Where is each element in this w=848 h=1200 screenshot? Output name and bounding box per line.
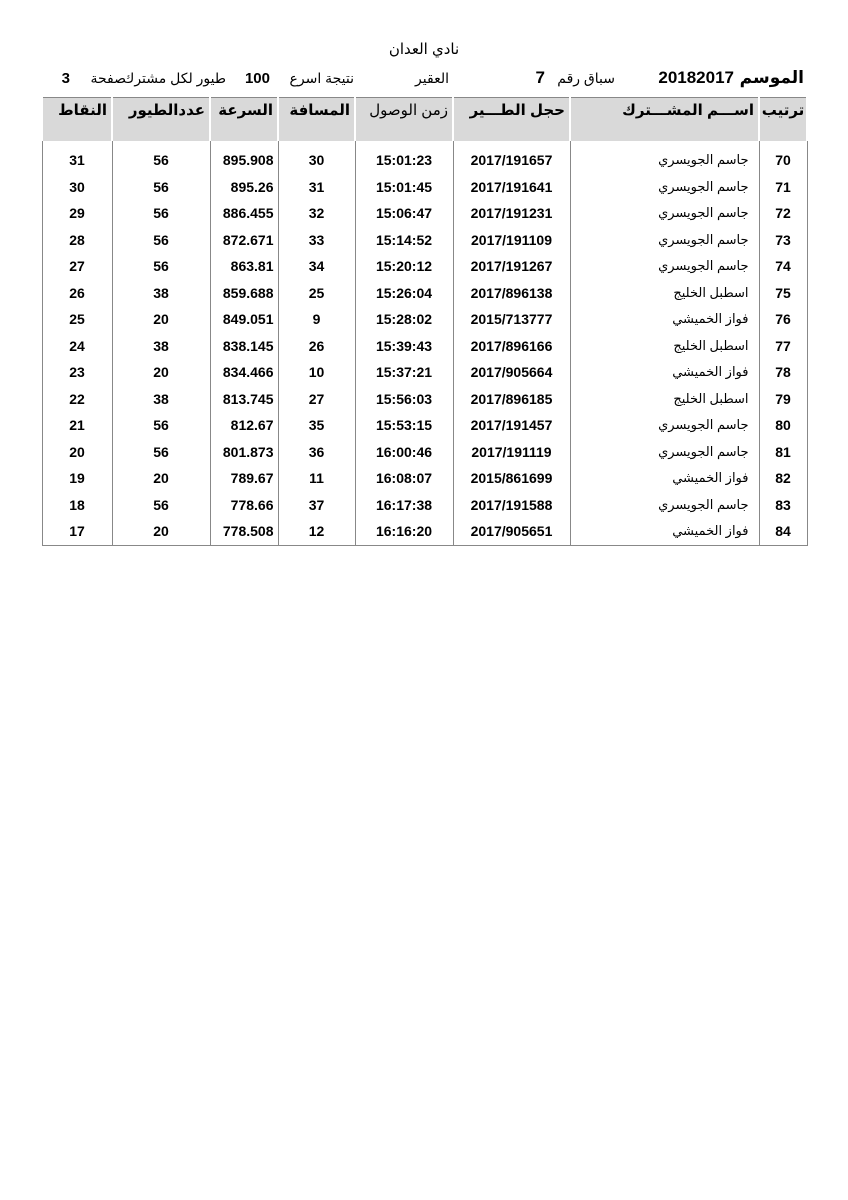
cell-arrival: 16:08:07 bbox=[355, 465, 453, 492]
cell-rank: 77 bbox=[759, 333, 807, 360]
cell-speed: 849.051 bbox=[210, 306, 278, 333]
cell-ring: 2017/191267 bbox=[453, 253, 570, 280]
cell-distance: 33 bbox=[278, 227, 355, 254]
cell-distance: 34 bbox=[278, 253, 355, 280]
cell-rank: 79 bbox=[759, 386, 807, 413]
cell-arrival: 16:16:20 bbox=[355, 518, 453, 545]
cell-participant: فواز الخميشي bbox=[570, 359, 759, 386]
cell-arrival: 15:56:03 bbox=[355, 386, 453, 413]
cell-rank: 70 bbox=[759, 147, 807, 174]
table-row bbox=[42, 359, 807, 386]
table-row bbox=[42, 147, 807, 174]
table-row bbox=[42, 280, 807, 307]
cell-ring: 2017/191109 bbox=[453, 227, 570, 254]
cell-participant: اسطبل الخليج bbox=[570, 333, 759, 360]
cell-speed: 801.873 bbox=[210, 439, 278, 466]
cell-ring: 2017/905664 bbox=[453, 359, 570, 386]
cell-speed: 812.67 bbox=[210, 412, 278, 439]
cell-ring: 2015/713777 bbox=[453, 306, 570, 333]
cell-participant: اسطبل الخليج bbox=[570, 386, 759, 413]
cell-birds: 56 bbox=[112, 253, 210, 280]
cell-participant: اسطبل الخليج bbox=[570, 280, 759, 307]
cell-points: 19 bbox=[42, 465, 112, 492]
col-points: النقاط bbox=[42, 98, 112, 142]
table-row bbox=[42, 439, 807, 466]
cell-birds: 20 bbox=[112, 518, 210, 545]
cell-speed: 838.145 bbox=[210, 333, 278, 360]
cell-participant: جاسم الجويسري bbox=[570, 439, 759, 466]
col-arrival: زمن الوصول bbox=[355, 98, 453, 142]
table-row bbox=[42, 412, 807, 439]
cell-participant: جاسم الجويسري bbox=[570, 253, 759, 280]
cell-speed: 813.745 bbox=[210, 386, 278, 413]
cell-speed: 886.455 bbox=[210, 200, 278, 227]
cell-ring: 2017/191657 bbox=[453, 147, 570, 174]
cell-points: 25 bbox=[42, 306, 112, 333]
cell-ring: 2017/191457 bbox=[453, 412, 570, 439]
table-row bbox=[42, 492, 807, 519]
cell-speed: 859.688 bbox=[210, 280, 278, 307]
cell-points: 26 bbox=[42, 280, 112, 307]
cell-participant: فواز الخميشي bbox=[570, 306, 759, 333]
table-row bbox=[42, 200, 807, 227]
race-location: العقير bbox=[415, 70, 449, 86]
cell-speed: 789.67 bbox=[210, 465, 278, 492]
table-row bbox=[42, 227, 807, 254]
cell-participant: فواز الخميشي bbox=[570, 518, 759, 545]
cell-arrival: 16:00:46 bbox=[355, 439, 453, 466]
cell-arrival: 15:01:45 bbox=[355, 174, 453, 201]
cell-points: 28 bbox=[42, 227, 112, 254]
cell-rank: 73 bbox=[759, 227, 807, 254]
cell-participant: جاسم الجويسري bbox=[570, 174, 759, 201]
table-row bbox=[42, 465, 807, 492]
cell-points: 21 bbox=[42, 412, 112, 439]
table-row bbox=[42, 253, 807, 280]
page-number: 3 bbox=[61, 70, 70, 87]
cell-ring: 2017/191119 bbox=[453, 439, 570, 466]
cell-points: 30 bbox=[42, 174, 112, 201]
table-row bbox=[42, 174, 807, 201]
cell-participant: جاسم الجويسري bbox=[570, 492, 759, 519]
cell-speed: 834.466 bbox=[210, 359, 278, 386]
cell-ring: 2017/896138 bbox=[453, 280, 570, 307]
cell-birds: 56 bbox=[112, 412, 210, 439]
col-birds: عددالطيور bbox=[112, 98, 210, 142]
cell-arrival: 15:14:52 bbox=[355, 227, 453, 254]
cell-ring: 2017/191588 bbox=[453, 492, 570, 519]
cell-speed: 863.81 bbox=[210, 253, 278, 280]
cell-participant: فواز الخميشي bbox=[570, 465, 759, 492]
cell-birds: 38 bbox=[112, 333, 210, 360]
season-label: الموسم bbox=[739, 68, 804, 87]
table-row bbox=[42, 306, 807, 333]
cell-birds: 20 bbox=[112, 359, 210, 386]
cell-ring: 2017/896166 bbox=[453, 333, 570, 360]
cell-birds: 56 bbox=[112, 147, 210, 174]
result-label: نتيجة اسرع bbox=[289, 70, 354, 86]
results-table bbox=[41, 97, 808, 546]
cell-birds: 38 bbox=[112, 280, 210, 307]
cell-rank: 76 bbox=[759, 306, 807, 333]
cell-distance: 10 bbox=[278, 359, 355, 386]
cell-arrival: 15:06:47 bbox=[355, 200, 453, 227]
cell-distance: 9 bbox=[278, 306, 355, 333]
cell-distance: 26 bbox=[278, 333, 355, 360]
cell-points: 31 bbox=[42, 147, 112, 174]
cell-points: 27 bbox=[42, 253, 112, 280]
table-row bbox=[42, 333, 807, 360]
cell-points: 22 bbox=[42, 386, 112, 413]
cell-participant: جاسم الجويسري bbox=[570, 147, 759, 174]
cell-distance: 32 bbox=[278, 200, 355, 227]
page-label: صفحة bbox=[90, 70, 126, 86]
cell-points: 17 bbox=[42, 518, 112, 545]
cell-rank: 74 bbox=[759, 253, 807, 280]
table-row bbox=[42, 518, 807, 545]
cell-distance: 30 bbox=[278, 147, 355, 174]
cell-speed: 778.66 bbox=[210, 492, 278, 519]
cell-birds: 56 bbox=[112, 227, 210, 254]
cell-speed: 778.508 bbox=[210, 518, 278, 545]
fastest-count: 100 bbox=[244, 70, 270, 87]
cell-ring: 2015/861699 bbox=[453, 465, 570, 492]
cell-participant: جاسم الجويسري bbox=[570, 227, 759, 254]
cell-ring: 2017/896185 bbox=[453, 386, 570, 413]
cell-rank: 82 bbox=[759, 465, 807, 492]
cell-birds: 56 bbox=[112, 200, 210, 227]
cell-birds: 56 bbox=[112, 439, 210, 466]
cell-points: 20 bbox=[42, 439, 112, 466]
col-speed: السرعة bbox=[210, 98, 278, 142]
cell-birds: 56 bbox=[112, 492, 210, 519]
col-distance: المسافة bbox=[278, 98, 355, 142]
col-participant: اســـم المشـــترك bbox=[570, 98, 759, 142]
cell-arrival: 15:20:12 bbox=[355, 253, 453, 280]
cell-birds: 20 bbox=[112, 465, 210, 492]
cell-birds: 20 bbox=[112, 306, 210, 333]
cell-ring: 2017/191641 bbox=[453, 174, 570, 201]
cell-birds: 56 bbox=[112, 174, 210, 201]
col-ring: حجل الطـــير bbox=[453, 98, 570, 142]
season-value: 20182017 bbox=[658, 68, 734, 87]
cell-rank: 72 bbox=[759, 200, 807, 227]
cell-arrival: 15:28:02 bbox=[355, 306, 453, 333]
table-header-row bbox=[42, 98, 807, 142]
cell-distance: 11 bbox=[278, 465, 355, 492]
cell-speed: 895.908 bbox=[210, 147, 278, 174]
cell-rank: 75 bbox=[759, 280, 807, 307]
cell-speed: 895.26 bbox=[210, 174, 278, 201]
race-number: 7 bbox=[535, 68, 545, 87]
cell-distance: 37 bbox=[278, 492, 355, 519]
cell-ring: 2017/191231 bbox=[453, 200, 570, 227]
cell-rank: 71 bbox=[759, 174, 807, 201]
cell-distance: 35 bbox=[278, 412, 355, 439]
cell-rank: 80 bbox=[759, 412, 807, 439]
table-row bbox=[42, 386, 807, 413]
cell-arrival: 15:26:04 bbox=[355, 280, 453, 307]
cell-rank: 78 bbox=[759, 359, 807, 386]
race-label: سباق رقم bbox=[557, 70, 615, 86]
cell-points: 29 bbox=[42, 200, 112, 227]
cell-rank: 84 bbox=[759, 518, 807, 545]
cell-birds: 38 bbox=[112, 386, 210, 413]
cell-arrival: 15:01:23 bbox=[355, 147, 453, 174]
cell-participant: جاسم الجويسري bbox=[570, 200, 759, 227]
cell-ring: 2017/905651 bbox=[453, 518, 570, 545]
cell-distance: 27 bbox=[278, 386, 355, 413]
cell-distance: 12 bbox=[278, 518, 355, 545]
cell-distance: 31 bbox=[278, 174, 355, 201]
col-rank: ترتيب bbox=[759, 98, 807, 142]
cell-rank: 83 bbox=[759, 492, 807, 519]
cell-points: 24 bbox=[42, 333, 112, 360]
cell-distance: 36 bbox=[278, 439, 355, 466]
club-title: نادي العدان bbox=[388, 41, 460, 58]
cell-arrival: 15:39:43 bbox=[355, 333, 453, 360]
cell-rank: 81 bbox=[759, 439, 807, 466]
cell-arrival: 15:53:15 bbox=[355, 412, 453, 439]
cell-distance: 25 bbox=[278, 280, 355, 307]
cell-participant: جاسم الجويسري bbox=[570, 412, 759, 439]
cell-speed: 872.671 bbox=[210, 227, 278, 254]
per-member-label: طيور لكل مشترك bbox=[122, 70, 226, 86]
cell-points: 23 bbox=[42, 359, 112, 386]
cell-points: 18 bbox=[42, 492, 112, 519]
cell-arrival: 15:37:21 bbox=[355, 359, 453, 386]
cell-arrival: 16:17:38 bbox=[355, 492, 453, 519]
